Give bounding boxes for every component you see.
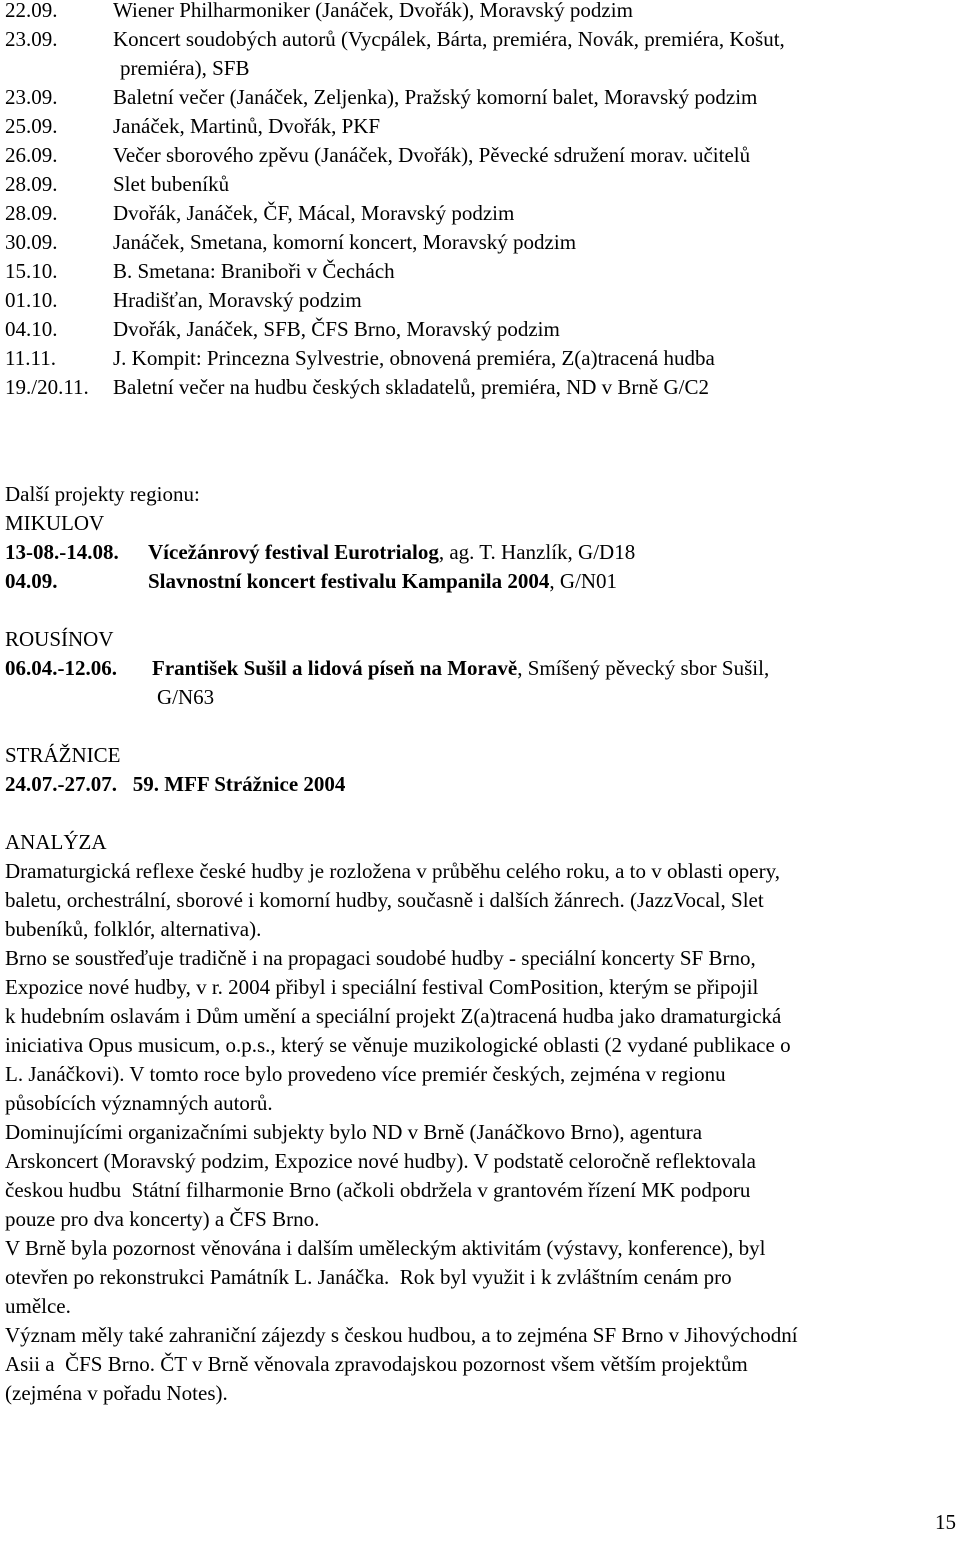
- project-title: Slavnostní koncert festivalu Kampanila 2004: [148, 569, 550, 593]
- spacer: [5, 799, 955, 828]
- text-line: baletu, orchestrální, sborové i komorní hudby, současně i dalších žánrech. (JazzVocal, Slet: [5, 888, 764, 912]
- event-date: 19./20.11.: [5, 375, 89, 399]
- event-text: Janáček, Martinů, Dvořák, PKF: [113, 114, 381, 138]
- text-line: umělce.: [5, 1294, 71, 1318]
- spacer: [5, 596, 955, 625]
- event-schedule: [5, 0, 955, 402]
- regional-projects: [5, 480, 955, 799]
- event-row: [5, 257, 955, 286]
- document-page: [5, 0, 955, 1408]
- text-line: (zejména v pořadu Notes).: [5, 1381, 228, 1405]
- event-text: Dvořák, Janáček, SFB, ČFS Brno, Moravský podzim: [113, 317, 560, 341]
- text-line: Arskoncert (Moravský podzim, Expozice nové hudby). V podstatě celoročně reflektovala: [5, 1149, 756, 1173]
- text-line: L. Janáčkovi). V tomto roce bylo provedeno více premiér českých, zejména v regionu: [5, 1062, 726, 1086]
- event-text: B. Smetana: Braniboři v Čechách: [113, 259, 395, 283]
- text-line: Dominujícími organizačními subjekty bylo ND v Brně (Janáčkovo Brno), agentura: [5, 1120, 703, 1144]
- project-row: 24.07.-27.07. 59. MFF Strážnice 2004: [5, 772, 346, 796]
- region-name-straznice: STRÁŽNICE: [5, 743, 121, 767]
- event-row: [5, 25, 955, 54]
- project-row: [5, 567, 955, 596]
- analysis-paragraph: [5, 1234, 950, 1321]
- text-line: bubeníků, folklór, alternativa).: [5, 917, 262, 941]
- event-text: Dvořák, Janáček, ČF, Mácal, Moravský podzim: [113, 201, 515, 225]
- event-text: Janáček, Smetana, komorní koncert, Moravský podzim: [113, 230, 577, 254]
- project-details: , Smíšený pěvecký sbor Sušil,: [517, 656, 770, 680]
- event-text: Slet bubeníků: [113, 172, 230, 196]
- analysis-paragraph: [5, 1321, 950, 1408]
- event-text: J. Kompit: Princezna Sylvestrie, obnovená premiéra, Z(a)tracená hudba: [113, 346, 715, 370]
- text-line: pouze pro dva koncerty) a ČFS Brno.: [5, 1207, 320, 1231]
- event-date: 30.09.: [5, 230, 58, 254]
- project-date: 13-08.-14.08.: [5, 540, 119, 564]
- event-row: [5, 286, 955, 315]
- project-date: 04.09.: [5, 569, 58, 593]
- event-row: [5, 141, 955, 170]
- event-text: Baletní večer (Janáček, Zeljenka), Pražský komorní balet, Moravský podzim: [113, 85, 758, 109]
- region-name-rousinov: ROUSÍNOV: [5, 627, 114, 651]
- event-date: 15.10.: [5, 259, 58, 283]
- event-date: 28.09.: [5, 201, 58, 225]
- text-line: k hudebním oslavám i Dům umění a speciální projekt Z(a)tracená hudba jako dramaturgická: [5, 1004, 782, 1028]
- event-row: [5, 170, 955, 199]
- event-row: [5, 83, 955, 112]
- event-date: 26.09.: [5, 143, 58, 167]
- event-row: [5, 0, 955, 25]
- event-date: 01.10.: [5, 288, 58, 312]
- event-date: 23.09.: [5, 85, 58, 109]
- analysis-paragraph: [5, 857, 950, 944]
- text-line: českou hudbu Státní filharmonie Brno (ačkoli obdržela v grantovém řízení MK podporu: [5, 1178, 751, 1202]
- event-row: [5, 315, 955, 344]
- text-line: iniciativa Opus musicum, o.p.s., který se věnuje muzikologické oblasti (2 vydané publikace o: [5, 1033, 791, 1057]
- event-row: [5, 373, 955, 402]
- analysis-heading: ANALÝZA: [5, 830, 107, 854]
- event-date: 04.10.: [5, 317, 58, 341]
- spacer: [5, 712, 955, 741]
- event-text: Koncert soudobých autorů (Vycpálek, Bárta, premiéra, Novák, premiéra, Košut,: [113, 27, 785, 51]
- event-text: Baletní večer na hudbu českých skladatelů, premiéra, ND v Brně G/C2: [113, 375, 709, 399]
- text-line: Brno se soustřeďuje tradičně i na propagaci soudobé hudby - speciální koncerty SF Brno,: [5, 946, 756, 970]
- event-text-continuation: premiéra), SFB: [120, 56, 250, 80]
- event-date: 22.09.: [5, 0, 58, 22]
- text-line: V Brně byla pozornost věnována i dalším uměleckým aktivitám (výstavy, konference), byl: [5, 1236, 766, 1260]
- analysis-paragraph: [5, 944, 950, 1118]
- event-text: Večer sborového zpěvu (Janáček, Dvořák), Pěvecké sdružení morav. učitelů: [113, 143, 751, 167]
- event-date: 25.09.: [5, 114, 58, 138]
- event-row: [5, 112, 955, 141]
- event-text: Hradišťan, Moravský podzim: [113, 288, 362, 312]
- project-row: [5, 538, 955, 567]
- project-row: [5, 654, 955, 683]
- event-date: 28.09.: [5, 172, 58, 196]
- project-details: , G/N01: [549, 569, 618, 593]
- project-title: František Sušil a lidová píseň na Moravě: [152, 656, 518, 680]
- region-name-mikulov: MIKULOV: [5, 511, 105, 535]
- text-line: Asii a ČFS Brno. ČT v Brně věnovala zpravodajskou pozornost všem větším projektům: [5, 1352, 748, 1376]
- project-details-continuation: G/N63: [157, 685, 215, 709]
- text-line: Dramaturgická reflexe české hudby je rozložena v průběhu celého roku, a to v oblasti opery,: [5, 859, 780, 883]
- text-line: Expozice nové hudby, v r. 2004 přibyl i speciální festival ComPosition, kterým se připojil: [5, 975, 759, 999]
- project-title: Vícežánrový festival Eurotrialog: [148, 540, 439, 564]
- text-line: působících významných autorů.: [5, 1091, 273, 1115]
- text-line: Význam měly také zahraniční zájezdy s českou hudbou, a to zejména SF Brno v Jihovýchodní: [5, 1323, 798, 1347]
- project-details: , ag. T. Hanzlík, G/D18: [438, 540, 636, 564]
- page-number: 15: [935, 1510, 956, 1534]
- event-row: [5, 228, 955, 257]
- spacer: [5, 402, 955, 480]
- event-date: 11.11.: [5, 346, 56, 370]
- event-date: 23.09.: [5, 27, 58, 51]
- event-row: [5, 344, 955, 373]
- text-line: otevřen po rekonstrukci Památník L. Janáčka. Rok byl využit i k zvláštním cenám pro: [5, 1265, 732, 1289]
- event-row: [5, 199, 955, 228]
- regional-projects-heading: Další projekty regionu:: [5, 482, 200, 506]
- analysis-paragraph: [5, 1118, 950, 1234]
- event-text: Wiener Philharmoniker (Janáček, Dvořák), Moravský podzim: [113, 0, 633, 22]
- project-date: 06.04.-12.06.: [5, 656, 117, 680]
- analysis-section: [5, 828, 950, 1408]
